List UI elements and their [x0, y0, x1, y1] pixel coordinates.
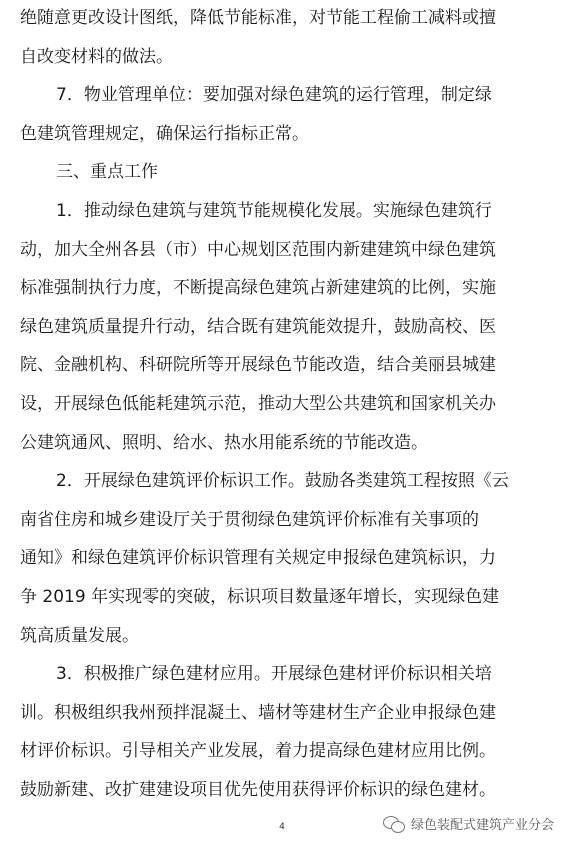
- text-line: 标准强制执行力度，不断提高绿色建筑占新建建筑的比例，实施: [20, 278, 496, 298]
- page-number: 4: [279, 822, 285, 832]
- text-line: 材评价标识。引导相关产业发展，着力提高绿色建材应用比例。: [20, 741, 496, 761]
- text-line: 筑高质量发展。: [20, 626, 139, 646]
- text-line: 南省住房和城乡建设厅关于贯彻绿色建筑评价标准有关事项的: [20, 510, 479, 530]
- text-line: 1．推动绿色建筑与建筑节能规模化发展。实施绿色建筑行: [56, 201, 492, 221]
- section-heading: 三、重点工作: [56, 162, 158, 182]
- text-line: 3．积极推广绿色建材应用。开展绿色建材评价标识相关培: [56, 664, 492, 684]
- wechat-icon: [383, 815, 405, 833]
- text-line: 绝随意更改设计图纸，降低节能标准，对节能工程偷工减料或擅: [20, 8, 496, 28]
- text-line: 7．物业管理单位：要加强对绿色建筑的运行管理，制定绿: [56, 85, 492, 105]
- text-line: 设，开展绿色低能耗建筑示范，推动大型公共建筑和国家机关办: [20, 394, 496, 414]
- text-line: 院、金融机构、科研院所等开展绿色节能改造，结合美丽县城建: [20, 355, 496, 375]
- watermark: [383, 814, 554, 833]
- text-line: 鼓励新建、改扩建建设项目优先使用获得评价标识的绿色建材。: [20, 780, 496, 800]
- text-line: 色建筑管理规定，确保运行指标正常。: [20, 124, 309, 144]
- text-line: 公建筑通风、照明、给水、热水用能系统的节能改造。: [20, 433, 428, 453]
- text-line: 争 2019 年实现零的突破，标识项目数量逐年增长，实现绿色建: [20, 587, 500, 607]
- text-line: 通知》和绿色建筑评价标识管理有关规定申报绿色建筑标识，力: [20, 548, 496, 568]
- watermark-text: 绿色装配式建筑产业分会: [410, 818, 554, 833]
- text-line: 2．开展绿色建筑评价标识工作。鼓励各类建筑工程按照《云: [56, 471, 509, 491]
- text-line: 绿色建筑质量提升行动，结合既有建筑能效提升，鼓励高校、医: [20, 317, 496, 337]
- text-line: 训。积极组织我州预拌混凝土、墙材等建材生产企业申报绿色建: [20, 703, 496, 723]
- text-line: 自改变材料的做法。: [20, 47, 173, 67]
- text-line: 动，加大全州各县（市）中心规划区范围内新建建筑中绿色建筑: [20, 240, 496, 260]
